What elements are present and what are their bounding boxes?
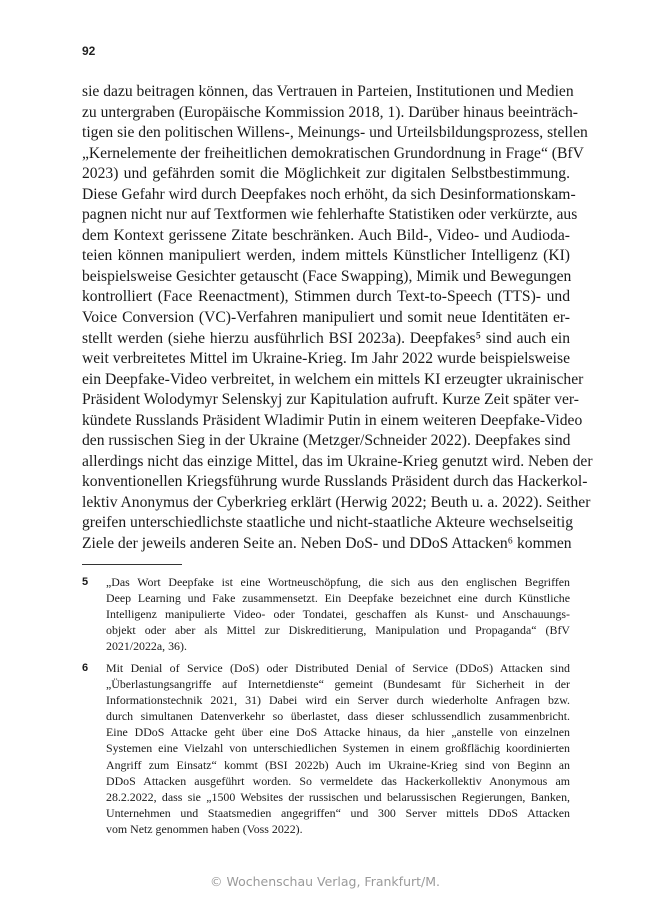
copyright-watermark: © Wochenschau Verlag, Frankfurt/M. [209, 874, 441, 889]
body-line: Voice Conversion (VC)-Verfahren manipuliert und somit neue Identitäten er- [82, 309, 570, 327]
footnote-line: Systemen eine Vielzahl von unterschiedlichen Systemen in einem großflächig koordinierten [106, 741, 570, 756]
footnote-line: 2021/2022a, 36). [106, 639, 187, 654]
body-line: dem Kontext gerissene Zitate beschränken. Auch Bild-, Video- und Audioda- [82, 226, 570, 244]
footnote-5 [82, 574, 570, 654]
body-line: zu untergraben (Europäische Kommission 2018, 1). Darüber hinaus beeinträch- [82, 103, 578, 121]
body-text [82, 82, 593, 555]
body-line: teien können manipuliert werden, indem mittels Künstlicher Intelligenz (KI) [82, 247, 570, 265]
body-line: „Kernelemente der freiheitlichen demokratischen Grundordnung in Frage“ (BfV [82, 144, 584, 162]
footnote-line: objekt oder aber als Mittel zur Diskreditierung, Manipulation und Propaganda“ (BfV [106, 623, 570, 638]
body-line: stellt werden (siehe hierzu ausführlich BSI 2023a). Deepfakes⁵ sind auch ein [82, 329, 570, 347]
body-line: pagnen nicht nur auf Textformen wie fehlerhafte Statistiken oder verkürzte, aus [82, 206, 578, 224]
footnote-line: Informationstechnik 2021, 31) Dabei wird ein Server durch wiederholte Anfragen bzw. [106, 693, 570, 708]
footnote-line: 28.2.2022, dass sie „1500 Websites der russischen und belarussischen Regierungen, Banken, [106, 789, 570, 804]
footnote-line: „Überlastungsangriffe auf Internetdienste“ gemeint (Bundesamt für Sicherheit in der [106, 677, 570, 692]
body-line: Präsident Wolodymyr Selenskyj zur Kapitulation aufruft. Kurze Zeit später ver- [82, 391, 580, 409]
footnote-line: „Das Wort Deepfake ist eine Wortneuschöpfung, die sich aus den englischen Begriffen [106, 575, 570, 589]
body-line: ein Deepfake-Video verbreitet, in welchem ein mittels KI erzeugter ukrainischer [82, 370, 584, 388]
footnote-text [106, 660, 570, 837]
footnote-line: DDoS Attacken ausgeführt worden. So vermeldete das Hackerkollektiv Anonymous am [106, 773, 570, 788]
footnote-line: Intelligenz manipulierte Video- oder Tondatei, geschaffen als Kunst- und Anschauungs- [106, 607, 570, 622]
body-line: Ziele der jeweils anderen Seite an. Neben DoS- und DDoS Attacken⁶ kommen [82, 535, 572, 553]
footnote-number: 5 [82, 576, 89, 588]
body-line: allerdings nicht das einzige Mittel, das im Ukraine-Krieg genutzt wird. Neben der [82, 452, 593, 470]
body-line: kontrolliert (Face Reenactment), Stimmen durch Text-to-Speech (TTS)- und [82, 288, 570, 306]
body-line: beispielsweise Gesichter getauscht (Face Swapping), Mimik und Bewegungen [82, 267, 572, 285]
footnote-6 [82, 660, 570, 837]
footnote-line: Angriff zum Einsatz“ kommt (BSI 2022b) Auch im Ukraine-Krieg sind von Beginn an [106, 757, 570, 772]
body-line: kündete Russlands Präsident Wladimir Putin in einem weiteren Deepfake-Video [82, 411, 583, 429]
footnote-separator [82, 564, 182, 565]
body-line: den russischen Sieg in der Ukraine (Metzger/Schneider 2022). Deepfakes sind [82, 432, 571, 450]
body-line: sie dazu beitragen können, das Vertrauen in Parteien, Institutionen und Medien [82, 83, 574, 100]
footnote-number: 6 [82, 662, 89, 674]
footnote-line: Deep Learning und Fake zusammensetzt. Ein Deepfake bezeichnet eine durch Künstliche [106, 591, 570, 606]
footnote-line: Unternehmen und Staatsmedien angegriffen“ und 300 Server mittels DDoS Attacken [106, 805, 570, 820]
body-line: weit verbreitetes Mittel im Ukraine-Krieg. Im Jahr 2022 wurde beispielsweise [82, 350, 570, 368]
footnote-text [106, 574, 570, 654]
footnote-line: Eine DDoS Attacke geht über eine DoS Attacke hinaus, da hier „anstelle von einzelnen [106, 725, 570, 740]
body-line: 2023) und gefährden somit die Möglichkeit zur digitalen Selbstbestimmung. [82, 165, 570, 183]
body-line: greifen unterschiedlichste staatliche und nicht-staatliche Akteure wechselseitig [82, 514, 574, 532]
footnote-line: Mit Denial of Service (DoS) oder Distributed Denial of Service (DDoS) Attacken sind [106, 661, 570, 675]
page-number: 92 [82, 44, 96, 58]
body-line: tigen sie den politischen Willens-, Meinungs- und Urteilsbildungsprozess, stellen [82, 124, 588, 142]
body-line: lektiv Anonymus der Cyberkrieg erklärt (Herwig 2022; Beuth u. a. 2022). Seither [82, 493, 591, 511]
footnote-line: durch simultanen Datenverkehr so überlastet, dass dieser schlussendlich zusammenbricht. [106, 709, 570, 724]
body-line: Diese Gefahr wird durch Deepfakes noch erhöht, da sich Desinformationskam- [82, 185, 576, 203]
body-line: konventionellen Kriegsführung wurde Russlands Präsident durch das Hackerkol- [82, 473, 588, 491]
footnote-line: vom Netz genommen haben (Voss 2022). [106, 821, 303, 836]
